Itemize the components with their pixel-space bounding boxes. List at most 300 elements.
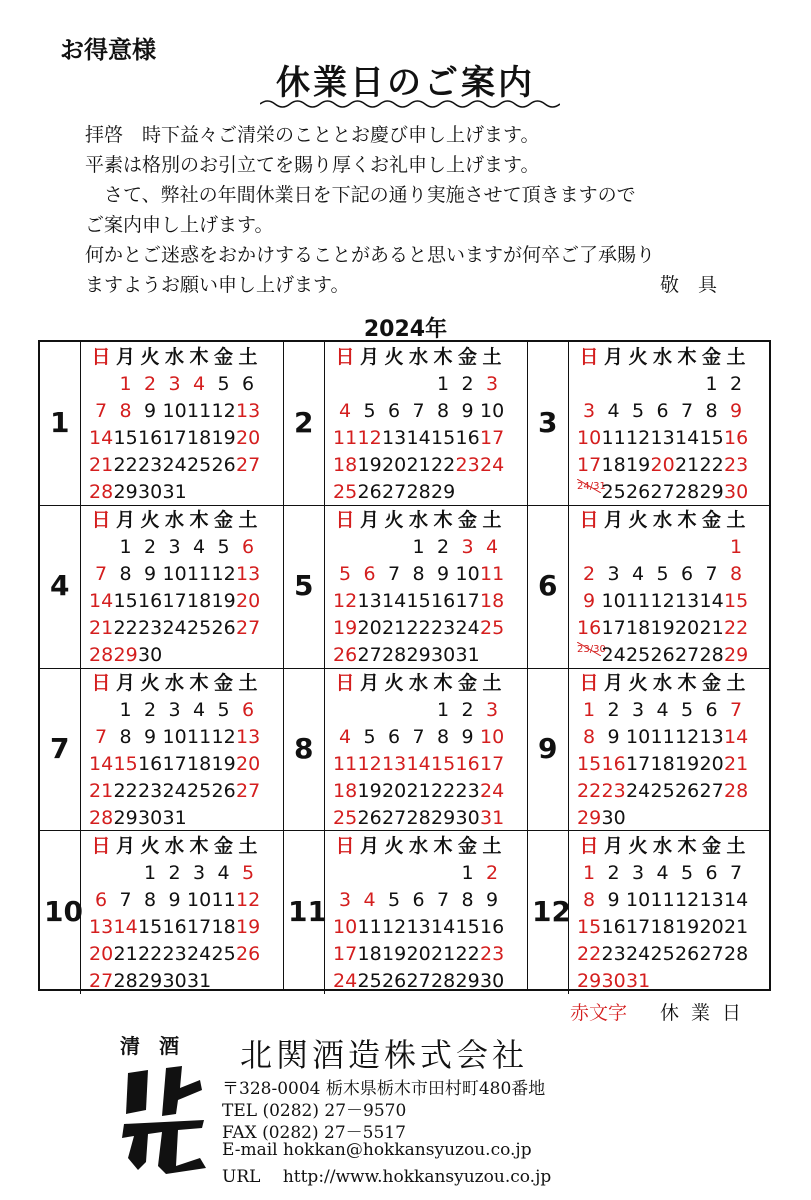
calendar-day: 16 [601, 916, 626, 938]
weekday-header: 金 [701, 509, 721, 531]
calendar-day: 14 [89, 753, 114, 775]
month-days [568, 505, 773, 668]
calendar-day: 5 [241, 862, 255, 884]
month-days [324, 342, 529, 505]
weekday-header: 木 [677, 835, 697, 857]
calendar-day: 13 [236, 563, 261, 585]
calendar-day: 1 [436, 699, 450, 721]
calendar-day: 9 [143, 726, 157, 748]
calendar-day: 14 [382, 590, 407, 612]
calendar-day: 28 [431, 970, 456, 992]
calendar-day: 6 [412, 889, 425, 911]
calendar-day: 31 [187, 970, 212, 992]
month-days [324, 831, 529, 994]
calendar-day: 31 [626, 970, 651, 992]
calendar-day: 9 [582, 590, 596, 612]
legend-meaning: 休業日 [660, 1002, 754, 1024]
calendar-day: 10 [187, 889, 212, 911]
calendar-day: 16 [138, 590, 163, 612]
calendar-day: 29 [138, 970, 163, 992]
weekday-header: 金 [457, 672, 477, 694]
calendar-day: 1 [436, 373, 450, 395]
month-days [80, 831, 285, 994]
weekday-header: 水 [408, 346, 428, 368]
calendar-day: 5 [680, 862, 694, 884]
calendar-day: 28 [89, 644, 114, 666]
month-days [324, 668, 529, 831]
calendar-day: 23 [162, 943, 187, 965]
calendar-day: 19 [675, 753, 700, 775]
weekday-header: 金 [701, 672, 721, 694]
calendar-day: 18 [626, 617, 651, 639]
calendar-day: 26 [333, 644, 358, 666]
calendar-day: 3 [168, 536, 181, 558]
calendar-day: 16 [138, 753, 163, 775]
calendar-day: 26 [236, 943, 261, 965]
calendar-day: 13 [236, 400, 261, 422]
calendar-day: 20 [236, 590, 261, 612]
month-label: 7 [50, 732, 70, 765]
weekday-header: 木 [433, 672, 453, 694]
calendar-day: 30 [601, 807, 626, 829]
calendar-day: 23 [455, 454, 480, 476]
calendar-day: 23 [724, 454, 749, 476]
calendar-day: 22 [431, 780, 456, 802]
weekday-header: 月 [359, 346, 379, 368]
calendar-day: 6 [241, 699, 255, 721]
weekday-header: 土 [482, 835, 502, 857]
calendar-day: 3 [582, 400, 596, 422]
weekday-header: 火 [140, 346, 160, 368]
calendar-day: 23 [138, 780, 163, 802]
calendar-day: 23 [138, 617, 163, 639]
calendar-day: 10 [480, 400, 505, 422]
calendar-day: 12 [675, 889, 700, 911]
calendar-day: 8 [729, 563, 743, 585]
calendar-day: 15 [113, 590, 138, 612]
calendar-day: 28 [724, 780, 749, 802]
weekday-header: 金 [701, 346, 721, 368]
calendar-day: 10 [577, 427, 602, 449]
calendar-day: 22 [455, 943, 480, 965]
calendar-day: 27 [382, 481, 407, 503]
calendar-day: 12 [333, 590, 358, 612]
calendar-day: 27 [236, 617, 261, 639]
calendar-day: 28 [382, 644, 407, 666]
weekday-header: 土 [482, 509, 502, 531]
calendar-day: 19 [236, 916, 261, 938]
weekday-header: 日 [335, 835, 355, 857]
month-label: 6 [538, 569, 558, 602]
calendar-day: 30 [431, 644, 456, 666]
month-label: 8 [294, 732, 314, 765]
calendar-day: 18 [650, 916, 675, 938]
calendar-day: 25 [211, 943, 236, 965]
calendar-day: 21 [89, 617, 114, 639]
weekday-header: 金 [457, 509, 477, 531]
calendar-day: 21 [382, 617, 407, 639]
weekday-header: 土 [726, 672, 746, 694]
calendar-day: 13 [357, 590, 382, 612]
weekday-header: 火 [140, 672, 160, 694]
calendar-day: 10 [455, 563, 480, 585]
weekday-header: 月 [115, 509, 135, 531]
calendar-day: 16 [577, 617, 602, 639]
calendar-day: 4 [338, 400, 352, 422]
weekday-header: 日 [91, 672, 111, 694]
month-block-5 [284, 505, 528, 668]
calendar-day: 8 [143, 889, 157, 911]
calendar-day: 13 [699, 726, 724, 748]
weekday-header: 月 [115, 346, 135, 368]
calendar-day: 19 [650, 617, 675, 639]
calendar-day: 10 [601, 590, 626, 612]
calendar-day: 17 [162, 590, 187, 612]
calendar-day: 15 [113, 427, 138, 449]
weekday-header: 日 [91, 346, 111, 368]
month-label: 9 [538, 732, 558, 765]
calendar-day: 8 [412, 563, 425, 585]
calendar-day: 2 [461, 373, 474, 395]
calendar-day: 18 [187, 590, 212, 612]
calendar-day: 27 [357, 644, 382, 666]
calendar-day: 3 [607, 563, 620, 585]
calendar-day: 8 [582, 889, 596, 911]
calendar-day: 1 [705, 373, 718, 395]
weekday-header: 水 [652, 835, 672, 857]
calendar-day: 27 [236, 780, 261, 802]
calendar-day: 11 [650, 726, 675, 748]
calendar-day: 18 [650, 753, 675, 775]
calendar-day: 17 [480, 427, 505, 449]
calendar-day: 10 [162, 400, 187, 422]
calendar-day: 11 [211, 889, 236, 911]
page-title: 休業日のご案内 [276, 63, 535, 103]
letter-line: さて、弊社の年間休業日を下記の通り実施させて頂きますので [85, 184, 636, 206]
weekday-header: 月 [115, 835, 135, 857]
calendar-day: 16 [431, 590, 456, 612]
brand-subtitle: 清 酒 [120, 1034, 185, 1058]
month-block-8 [284, 668, 528, 831]
calendar-day: 20 [236, 427, 261, 449]
company-url[interactable]: URL http://www.hokkansyuzou.co.jp [222, 1167, 552, 1187]
calendar-day: 15 [577, 916, 602, 938]
calendar-day: 15 [455, 916, 480, 938]
calendar-day: 30 [724, 481, 749, 503]
calendar-day: 5 [656, 563, 669, 585]
month-block-1 [40, 342, 284, 505]
calendar-day: 9 [461, 400, 474, 422]
calendar-day: 8 [119, 726, 132, 748]
calendar-day: 28 [724, 943, 749, 965]
calendar-day: 24 [333, 970, 358, 992]
letter-line: 何かとご迷惑をおかけすることがあると思いますが何卒ご了承賜り [85, 244, 656, 266]
calendar-day: 17 [577, 454, 602, 476]
calendar-day: 14 [699, 590, 724, 612]
calendar-day: 5 [387, 889, 401, 911]
calendar-day: 19 [357, 454, 382, 476]
calendar-day: 26 [211, 780, 236, 802]
calendar-day: 4 [607, 400, 620, 422]
weekday-header: 木 [433, 346, 453, 368]
letter-closing: 敬 具 [660, 274, 718, 296]
calendar-day: 16 [455, 753, 480, 775]
calendar-day: 14 [724, 726, 749, 748]
weekday-header: 月 [603, 509, 623, 531]
weekday-header: 土 [238, 672, 258, 694]
weekday-header: 土 [238, 346, 258, 368]
calendar-day: 28 [89, 807, 114, 829]
calendar-day: 5 [217, 699, 230, 721]
calendar-day: 12 [675, 726, 700, 748]
company-name: 北関酒造株式会社 [240, 1036, 529, 1074]
weekday-header: 月 [603, 835, 623, 857]
letter-line: 拝啓 時下益々ご清栄のこととお慶び申し上げます。 [85, 124, 540, 146]
calendar-day: 4 [192, 536, 206, 558]
calendar-day: 23 [480, 943, 505, 965]
calendar-day: 10 [480, 726, 505, 748]
calendar-day: 23/30 [577, 644, 606, 655]
calendar-day: 6 [363, 563, 376, 585]
calendar-day: 3 [338, 889, 352, 911]
calendar-day: 25 [650, 943, 675, 965]
calendar-day: 12 [211, 726, 236, 748]
month-label: 4 [50, 569, 70, 602]
calendar-day: 27 [650, 481, 675, 503]
calendar-day: 4 [338, 726, 352, 748]
month-days [324, 505, 529, 668]
calendar-day: 3 [631, 699, 645, 721]
calendar-day: 1 [119, 699, 132, 721]
letter-line: 平素は格別のお引立てを賜り厚くお礼申し上げます。 [85, 154, 540, 176]
month-days [80, 342, 285, 505]
calendar-day: 18 [601, 454, 626, 476]
calendar-day: 18 [480, 590, 505, 612]
recipient-label: お得意様 [60, 36, 156, 64]
calendar-day: 15 [113, 753, 138, 775]
weekday-header: 月 [359, 672, 379, 694]
calendar-day: 12 [236, 889, 261, 911]
calendar-day: 12 [357, 427, 382, 449]
calendar-day: 17 [162, 427, 187, 449]
calendar-day: 20 [357, 617, 382, 639]
calendar-day: 3 [485, 373, 499, 395]
calendar-day: 20 [650, 454, 675, 476]
calendar-day: 16 [455, 427, 480, 449]
month-block-4 [40, 505, 284, 668]
calendar-day: 14 [431, 916, 456, 938]
weekday-header: 日 [91, 835, 111, 857]
weekday-header: 水 [652, 509, 672, 531]
month-label: 12 [532, 895, 571, 928]
weekday-header: 土 [238, 835, 258, 857]
calendar-day: 6 [387, 726, 401, 748]
calendar-day: 17 [480, 753, 505, 775]
calendar-day: 26 [650, 644, 675, 666]
calendar-day: 26 [382, 970, 407, 992]
calendar-grid [38, 340, 771, 991]
weekday-header: 火 [384, 509, 404, 531]
calendar-day: 25 [650, 780, 675, 802]
weekday-header: 日 [335, 509, 355, 531]
calendar-day: 7 [680, 400, 694, 422]
calendar-day: 23 [455, 780, 480, 802]
calendar-day: 13 [699, 889, 724, 911]
weekday-header: 日 [579, 835, 599, 857]
calendar-day: 10 [626, 726, 651, 748]
calendar-day: 20 [406, 943, 431, 965]
calendar-day: 17 [187, 916, 212, 938]
calendar-day: 6 [94, 889, 108, 911]
calendar-day: 25 [333, 481, 358, 503]
calendar-day: 28 [699, 644, 724, 666]
weekday-header: 木 [189, 835, 209, 857]
weekday-header: 金 [213, 835, 233, 857]
calendar-day: 8 [436, 400, 450, 422]
calendar-day: 2 [143, 373, 157, 395]
calendar-day: 12 [211, 563, 236, 585]
calendar-day: 30 [138, 481, 163, 503]
calendar-day: 1 [412, 536, 425, 558]
month-block-2 [284, 342, 528, 505]
weekday-header: 火 [628, 672, 648, 694]
weekday-header: 月 [603, 672, 623, 694]
calendar-day: 7 [705, 563, 718, 585]
weekday-header: 金 [213, 672, 233, 694]
calendar-day: 25 [187, 454, 212, 476]
weekday-header: 木 [433, 835, 453, 857]
weekday-header: 金 [457, 835, 477, 857]
calendar-day: 20 [699, 916, 724, 938]
calendar-day: 9 [485, 889, 499, 911]
calendar-day: 7 [94, 563, 108, 585]
calendar-day: 3 [168, 373, 181, 395]
calendar-day: 22 [406, 617, 431, 639]
weekday-header: 火 [628, 509, 648, 531]
calendar-day: 26 [675, 780, 700, 802]
calendar-day: 25 [333, 807, 358, 829]
month-label: 11 [288, 895, 327, 928]
weekday-header: 木 [677, 346, 697, 368]
weekday-header: 木 [189, 672, 209, 694]
calendar-day: 12 [357, 753, 382, 775]
calendar-day: 27 [675, 644, 700, 666]
calendar-day: 2 [168, 862, 181, 884]
calendar-day: 7 [412, 726, 425, 748]
calendar-day: 28 [406, 807, 431, 829]
calendar-day: 12 [650, 590, 675, 612]
month-label: 5 [294, 569, 314, 602]
calendar-day: 21 [431, 943, 456, 965]
weekday-header: 日 [579, 672, 599, 694]
calendar-day: 26 [211, 617, 236, 639]
weekday-header: 木 [433, 509, 453, 531]
calendar-day: 6 [241, 373, 255, 395]
calendar-day: 17 [455, 590, 480, 612]
calendar-day: 4 [217, 862, 230, 884]
calendar-day: 2 [607, 862, 620, 884]
month-block-3 [528, 342, 772, 505]
calendar-day: 2 [729, 373, 743, 395]
calendar-day: 17 [626, 916, 651, 938]
calendar-day: 17 [333, 943, 358, 965]
calendar-day: 11 [333, 427, 358, 449]
calendar-day: 30 [138, 807, 163, 829]
calendar-day: 6 [241, 536, 255, 558]
calendar-day: 22 [113, 617, 138, 639]
calendar-day: 25 [187, 617, 212, 639]
letter-line: ますようお願い申し上げます。 [85, 274, 350, 296]
calendar-day: 18 [187, 753, 212, 775]
calendar-day: 7 [436, 889, 450, 911]
calendar-day: 2 [607, 699, 620, 721]
calendar-day: 2 [485, 862, 499, 884]
calendar-day: 5 [338, 563, 352, 585]
calendar-day: 19 [626, 454, 651, 476]
calendar-day: 27 [89, 970, 114, 992]
calendar-day: 5 [363, 400, 376, 422]
calendar-day: 13 [406, 916, 431, 938]
calendar-day: 4 [485, 536, 499, 558]
calendar-day: 18 [187, 427, 212, 449]
calendar-day: 24 [187, 943, 212, 965]
calendar-day: 1 [143, 862, 157, 884]
legend-red-label: 赤文字 [570, 1002, 628, 1024]
calendar-day: 8 [461, 889, 474, 911]
calendar-day: 2 [461, 699, 474, 721]
calendar-day: 22 [577, 943, 602, 965]
calendar-day: 20 [699, 753, 724, 775]
company-fax: FAX (0282) 27－5517 [222, 1123, 406, 1143]
calendar-day: 7 [729, 699, 743, 721]
calendar-day: 5 [217, 536, 230, 558]
calendar-day: 7 [387, 563, 401, 585]
calendar-day: 15 [406, 590, 431, 612]
calendar-day: 19 [211, 427, 236, 449]
calendar-day: 7 [412, 400, 425, 422]
calendar-day: 21 [89, 780, 114, 802]
weekday-header: 木 [189, 346, 209, 368]
calendar-day: 21 [89, 454, 114, 476]
calendar-day: 6 [705, 862, 718, 884]
weekday-header: 木 [677, 509, 697, 531]
calendar-day: 15 [724, 590, 749, 612]
calendar-day: 3 [192, 862, 206, 884]
calendar-day: 15 [699, 427, 724, 449]
month-block-6 [528, 505, 772, 668]
calendar-day: 7 [94, 726, 108, 748]
month-block-12 [528, 831, 772, 994]
calendar-day: 26 [211, 454, 236, 476]
calendar-day: 15 [431, 427, 456, 449]
calendar-day: 27 [406, 970, 431, 992]
calendar-day: 9 [607, 726, 620, 748]
month-days [80, 668, 285, 831]
calendar-day: 21 [113, 943, 138, 965]
calendar-day: 14 [724, 889, 749, 911]
weekday-header: 火 [384, 672, 404, 694]
calendar-day: 2 [436, 536, 450, 558]
company-email[interactable]: E-mail hokkan@hokkansyuzou.co.jp [222, 1140, 532, 1160]
calendar-day: 22 [577, 780, 602, 802]
calendar-day: 4 [192, 373, 206, 395]
month-days [568, 342, 773, 505]
month-block-10 [40, 831, 284, 994]
calendar-day: 28 [406, 481, 431, 503]
calendar-day: 12 [626, 427, 651, 449]
calendar-day: 14 [113, 916, 138, 938]
calendar-day: 27 [382, 807, 407, 829]
